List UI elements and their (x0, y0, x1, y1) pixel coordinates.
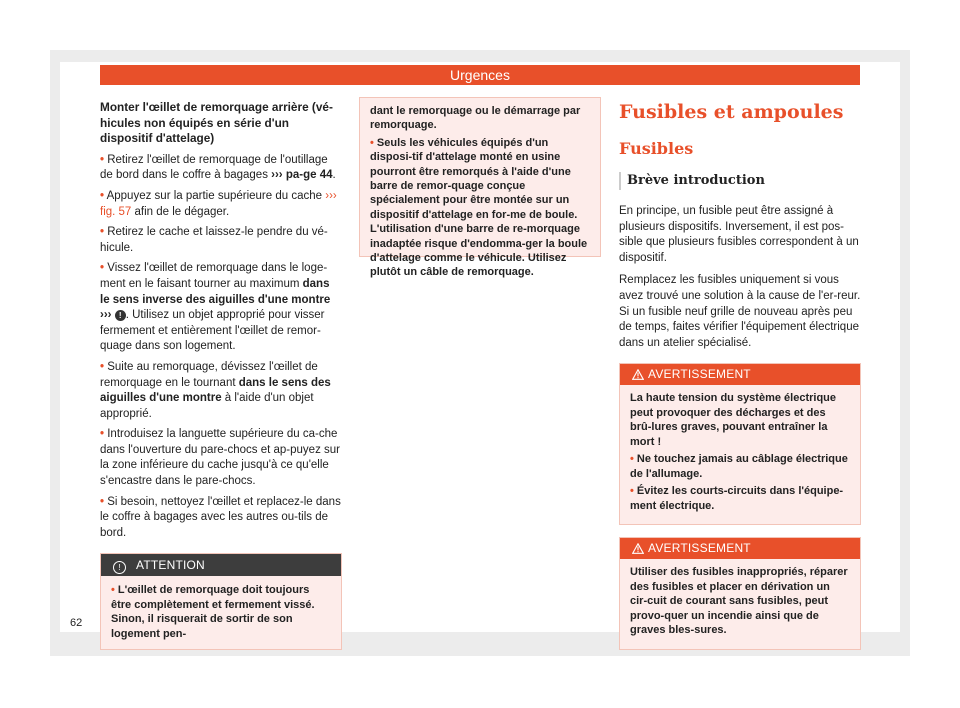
step-4: • Vissez l'œillet de remorquage dans le loge-ment en le faisant tourner au maximum dans le sens inverse des aiguilles d'une montre ››› ! . Utilisez un objet approprié pour visser fermement et entièrement l'œillet de remor-quage dans son logement. (100, 262, 331, 353)
step-2: • Appuyez sur la partie supérieure du cache ››› fig. 57 afin de le dégager. (100, 189, 337, 218)
step-3: • Retirez le cache et laissez-le pendre du vé-hicule. (100, 226, 328, 254)
paragraph-1: En principe, un fusible peut être assigné à plusieurs dispositifs. Inversement, il est pos-sible que plusieurs fusibles correspondent à un dispositif. (619, 205, 859, 264)
chapter-header: Urgences (100, 65, 860, 85)
warning-intro: La haute tension du système électrique peut provoquer des décharges et des brû-lures graves, pouvant entraîner la mort ! (630, 392, 837, 448)
bullet-marker: • (370, 136, 374, 149)
attention-body: • L'œillet de remorquage doit toujours être complètement et fermement vissé. Sinon, il risquerait de sortir de son logement pen- (111, 584, 315, 640)
warning-header (620, 364, 860, 385)
warning-body (620, 559, 860, 649)
bullet-marker: • (630, 485, 634, 498)
warning-bullet: • Évitez les courts-circuits dans l'équipe-ment électrique. (630, 485, 844, 512)
bullet-marker: • (100, 153, 105, 166)
bullet-marker: • (100, 428, 105, 441)
bullet-marker: • (100, 360, 105, 373)
section-heading: Fusibles (619, 139, 694, 158)
warning-bullet: • Ne touchez jamais au câblage électrique de l'allumage. (630, 453, 848, 480)
bullet-marker: • (100, 262, 105, 275)
bullet-marker: • (100, 226, 105, 239)
warning-label: AVERTISSEMENT (648, 367, 751, 382)
chapter-heading: Fusibles et ampoules (619, 101, 844, 123)
page-number: 62 (70, 617, 83, 629)
warning-label: AVERTISSEMENT (648, 541, 751, 556)
bullet-marker: • (100, 189, 105, 202)
attention-bullet: • Seuls les véhicules équipés d'un disposi-tif d'attelage monté en usine pourront être remorqués à l'aide d'une barre de remor-quage conçue spécialement pour être montée sur un dispositif d'attelage en for-me de boule. L'utilisation d'une barre de re-morquage inadaptée risque d'endomma-ger la boule d'attelage comme le véhicule. Utilisez plutôt un câble de remorquage. (370, 136, 588, 279)
page-reference-link[interactable]: ››› pa-ge 44 (271, 169, 333, 182)
warning-header (620, 538, 860, 559)
attention-continued-box (359, 97, 601, 279)
subsection-heading: Brève introduction (619, 172, 861, 190)
bullet-marker: • (111, 584, 115, 597)
step-6: • Introduisez la languette supérieure du ca-che dans l'ouverture du pare-chocs et ap-puyez sur la zone inférieure du cache jusqu'à ce qu'elle s'encastre dans le pare-chocs. (100, 428, 340, 488)
step-5: • Suite au remorquage, dévissez l'œillet de remorquage en le tournant dans le sens des aiguilles d'une montre à l'aide d'un objet approprié. (100, 360, 331, 420)
middle-column (359, 97, 601, 279)
paragraph-2: Remplacez les fusibles uniquement si vous avez trouvé une solution à la cause de l'er-reur. Si un fusible neuf grille de nouveau après peu de temps, faites vérifier l'équipement électrique dans un atelier spécialisé. (619, 274, 861, 349)
attention-box (100, 553, 342, 650)
bullet-marker: • (630, 453, 634, 466)
info-circle-icon: ! (113, 561, 126, 574)
warning-intro: Utiliser des fusibles inappropriés, réparer des fusibles et placer en dérivation un cir-cuit de courant sans fusibles, peut provo-quer un incendie ainsi que de graves bles-sures. (630, 566, 848, 637)
warning-box-2 (619, 537, 861, 650)
attention-label: ATTENTION (136, 558, 205, 573)
attention-reference-link[interactable]: ››› (100, 309, 115, 322)
warning-box-1 (619, 363, 861, 525)
left-column (100, 100, 342, 650)
bullet-marker: • (100, 495, 105, 508)
warning-body (620, 385, 860, 524)
continued-text: dant le remorquage ou le démarrage par remorquage. (370, 105, 581, 132)
right-column (619, 100, 861, 650)
step-7: • Si besoin, nettoyez l'œillet et replacez-le dans le coffre à bagages avec les autres ou-tils de bord. (100, 495, 341, 539)
step-1: • Retirez l'œillet de remorquage de l'outillage de bord dans le coffre à bagages ››› pa-ge 44. (100, 153, 336, 182)
figure-reference-link[interactable]: ››› fig. 57 (100, 189, 337, 218)
attention-badge-icon: ! (115, 310, 126, 321)
section-title: Monter l'œillet de remorquage arrière (vé-hicules non équipés en série d'un dispositif d'attelage) (100, 100, 333, 146)
attention-header (101, 554, 341, 576)
